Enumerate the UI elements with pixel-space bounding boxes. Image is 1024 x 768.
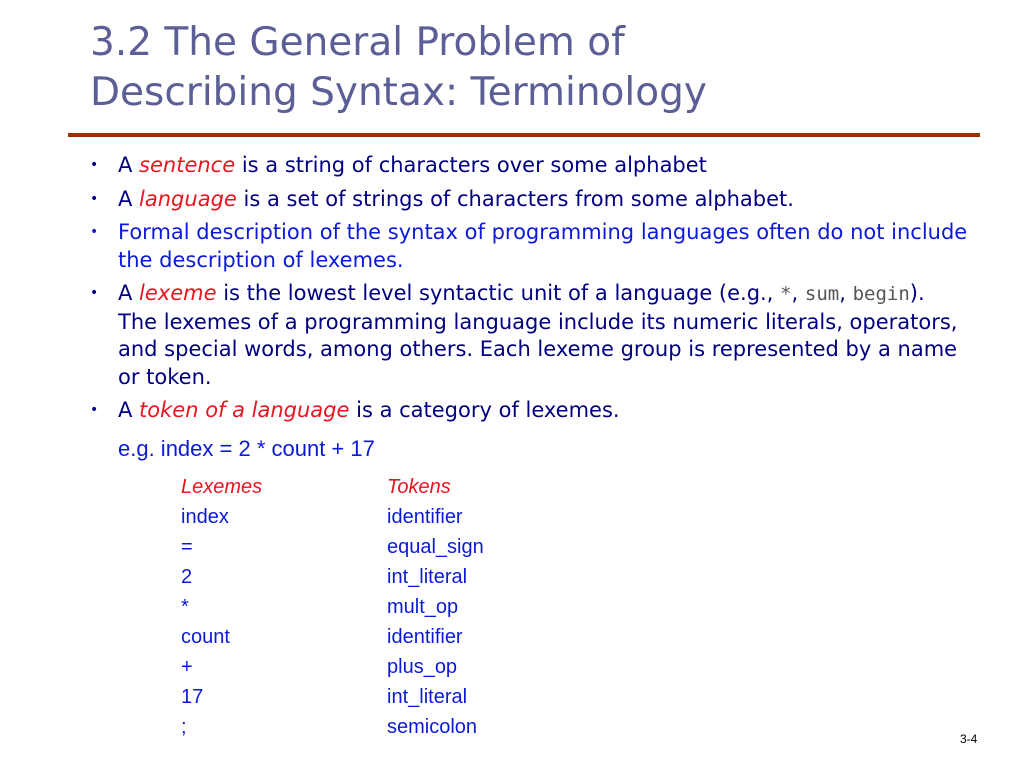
example-expression: e.g. index = 2 * count + 17 — [118, 436, 375, 461]
lexeme-cell: 2 — [181, 566, 193, 588]
bullet-dot-icon: • — [90, 402, 99, 418]
token-cell: identifier — [387, 506, 463, 528]
bullet-text: Formal description of the syntax of programming languages often do not include the description of lexemes. — [118, 220, 968, 272]
table-row — [181, 532, 587, 562]
bullet-sentence — [90, 152, 970, 180]
separator: , — [791, 281, 805, 305]
term-token: token of a language — [139, 398, 350, 422]
code-example: sum — [804, 283, 840, 305]
header-lexemes: Lexemes — [181, 476, 263, 498]
token-cell: int_literal — [387, 566, 468, 588]
table-row — [181, 592, 587, 622]
lexeme-cell: count — [181, 626, 230, 648]
term-sentence: sentence — [139, 153, 236, 177]
bullet-language — [90, 186, 970, 214]
bullet-dot-icon: • — [90, 157, 99, 173]
token-cell: int_literal — [387, 686, 468, 708]
code-example: * — [780, 283, 792, 305]
slide-title — [90, 18, 990, 118]
bullet-text: is a category of lexemes. — [349, 398, 620, 422]
bullet-token — [90, 397, 970, 425]
title-line-1: 3.2 The General Problem of — [90, 20, 625, 65]
token-cell: identifier — [387, 626, 463, 648]
table-header-row — [181, 472, 587, 502]
page-number: 3-4 — [960, 732, 978, 746]
table-row — [181, 622, 587, 652]
table-row — [181, 502, 587, 532]
bullet-text: is a set of strings of characters from some alphabet. — [236, 186, 794, 211]
table-row — [181, 562, 587, 592]
bullet-text: A — [118, 398, 140, 422]
lexeme-cell: 17 — [181, 686, 204, 708]
bullet-text: A — [118, 281, 140, 305]
bullet-lexeme — [90, 280, 970, 391]
title-line-2: Describing Syntax: Terminology — [90, 70, 707, 115]
bullet-formal-description — [90, 219, 970, 274]
bullet-text: A — [118, 186, 140, 211]
table-row — [181, 682, 587, 712]
bullet-dot-icon: • — [90, 190, 99, 207]
table-row — [181, 652, 587, 682]
bullet-text: is the lowest level syntactic unit of a language (e.g., — [216, 281, 781, 305]
lexeme-cell: = — [181, 536, 193, 558]
token-cell: equal_sign — [387, 536, 484, 558]
table-row — [181, 712, 587, 742]
bullet-text: A — [118, 153, 140, 177]
separator: , — [839, 281, 853, 305]
term-language: language — [139, 186, 237, 211]
bullet-list — [90, 152, 970, 431]
token-cell: semicolon — [387, 716, 478, 738]
lexeme-cell: index — [181, 506, 229, 528]
term-lexeme: lexeme — [139, 281, 217, 305]
bullet-text: ). The lexemes of a programming language include its numeric literals, operators, and special words, among others. Each lexeme group is represented by a name or token. — [118, 281, 958, 389]
lexeme-cell: * — [181, 596, 189, 618]
lexeme-cell: + — [181, 656, 193, 678]
title-divider — [68, 133, 980, 137]
token-cell: mult_op — [387, 596, 459, 618]
token-cell: plus_op — [387, 656, 458, 678]
lexeme-token-table — [181, 472, 587, 742]
bullet-text: is a string of characters over some alphabet — [235, 153, 707, 177]
header-tokens: Tokens — [387, 476, 451, 498]
bullet-dot-icon: • — [90, 224, 99, 240]
code-example: begin — [852, 283, 910, 305]
lexeme-cell: ; — [181, 716, 187, 738]
bullet-dot-icon: • — [90, 285, 99, 301]
